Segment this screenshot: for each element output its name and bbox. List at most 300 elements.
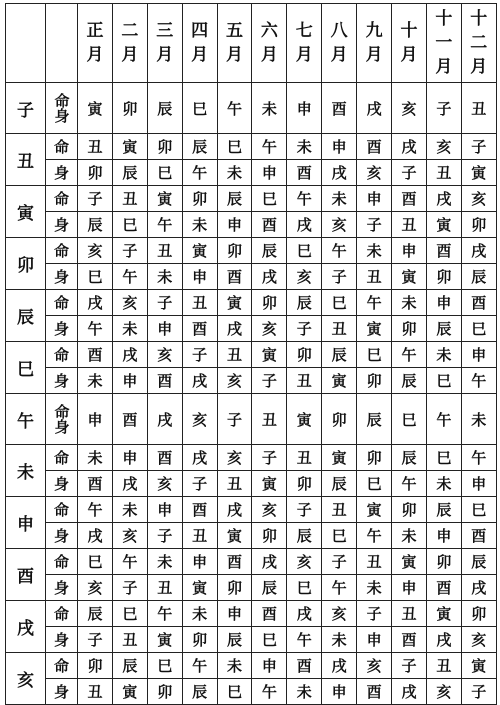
shen-label: 身 [46, 160, 78, 186]
table-cell: 亥 [182, 394, 217, 445]
table-cell: 子 [287, 316, 322, 342]
table-cell: 亥 [252, 316, 287, 342]
table-row [6, 264, 497, 290]
table-row [6, 627, 497, 653]
month-char: 七 [295, 21, 313, 41]
table-cell: 丑 [147, 238, 182, 264]
month-header [287, 4, 322, 83]
table-cell: 卯 [357, 445, 392, 471]
month-char: 九 [365, 21, 383, 41]
table-cell: 子 [252, 445, 287, 471]
table-cell: 子 [78, 627, 113, 653]
branch-cell: 巳 [6, 342, 46, 394]
table-row [6, 394, 497, 445]
table-cell: 酉 [322, 83, 357, 134]
month-char: 二 [470, 33, 488, 53]
table-cell: 寅 [426, 601, 461, 627]
month-char: 十 [470, 9, 488, 29]
month-char: 月 [121, 45, 139, 65]
table-cell: 巳 [392, 394, 427, 445]
table-cell: 亥 [287, 264, 322, 290]
table-row [6, 601, 497, 627]
table-cell: 戌 [322, 160, 357, 186]
table-row [6, 497, 497, 523]
table-cell: 午 [217, 83, 252, 134]
table-cell: 午 [426, 394, 461, 445]
table-cell: 未 [217, 653, 252, 679]
table-cell: 辰 [287, 523, 322, 549]
table-cell: 酉 [112, 394, 147, 445]
shen-label: 身 [46, 679, 78, 705]
table-cell: 卯 [78, 653, 113, 679]
table-cell: 未 [287, 679, 322, 705]
table-cell: 辰 [182, 134, 217, 160]
table-cell: 寅 [217, 290, 252, 316]
table-cell: 巳 [287, 575, 322, 601]
table-cell: 申 [461, 342, 496, 368]
table-cell: 午 [78, 316, 113, 342]
table-cell: 卯 [252, 523, 287, 549]
table-cell: 卯 [426, 549, 461, 575]
table-cell: 未 [182, 601, 217, 627]
table-cell: 辰 [357, 394, 392, 445]
table-cell: 申 [78, 394, 113, 445]
header-row [6, 4, 497, 83]
table-cell: 卯 [182, 186, 217, 212]
table-cell: 戌 [287, 601, 322, 627]
table-cell: 寅 [78, 83, 113, 134]
table-cell: 子 [357, 212, 392, 238]
month-char: 月 [191, 45, 209, 65]
table-cell: 巳 [112, 212, 147, 238]
month-char: 五 [226, 21, 243, 41]
table-cell: 酉 [78, 471, 113, 497]
table-row [6, 316, 497, 342]
table-row [6, 471, 497, 497]
shen-label: 身 [46, 471, 78, 497]
table-cell: 巳 [287, 238, 322, 264]
table-row [6, 445, 497, 471]
table-cell: 申 [392, 238, 427, 264]
corner-cell [6, 4, 46, 83]
ming-shen-label: 命身 [46, 83, 78, 134]
table-cell: 巳 [322, 523, 357, 549]
table-cell: 申 [461, 471, 496, 497]
table-cell: 子 [357, 601, 392, 627]
table-cell: 卯 [252, 290, 287, 316]
table-cell: 戌 [252, 549, 287, 575]
table-cell: 午 [322, 238, 357, 264]
table-cell: 亥 [217, 368, 252, 394]
table-cell: 巳 [147, 160, 182, 186]
table-row [6, 549, 497, 575]
table-cell: 辰 [461, 549, 496, 575]
table-cell: 巳 [461, 497, 496, 523]
table-cell: 午 [252, 679, 287, 705]
table-body [6, 83, 497, 705]
table-cell: 午 [287, 186, 322, 212]
table-cell: 丑 [426, 653, 461, 679]
table-row [6, 523, 497, 549]
table-cell: 丑 [147, 575, 182, 601]
table-cell: 亥 [357, 160, 392, 186]
table-cell: 卯 [392, 497, 427, 523]
table-cell: 亥 [461, 186, 496, 212]
table-cell: 巳 [78, 264, 113, 290]
month-header [182, 4, 217, 83]
month-char: 月 [260, 45, 278, 65]
table-cell: 申 [217, 212, 252, 238]
table-cell: 酉 [78, 342, 113, 368]
table-cell: 戌 [252, 264, 287, 290]
table-row [6, 679, 497, 705]
shen-label: 身 [46, 368, 78, 394]
table-row [6, 575, 497, 601]
table-cell: 酉 [357, 679, 392, 705]
table-cell: 酉 [287, 653, 322, 679]
table-cell: 丑 [287, 445, 322, 471]
table-cell: 亥 [322, 601, 357, 627]
table-cell: 午 [182, 653, 217, 679]
table-cell: 未 [252, 83, 287, 134]
ming-label: 命 [46, 445, 78, 471]
branch-cell: 未 [6, 445, 46, 497]
corner-cell [46, 4, 78, 83]
table-cell: 巳 [252, 627, 287, 653]
table-cell: 申 [322, 134, 357, 160]
table-cell: 卯 [78, 160, 113, 186]
table-cell: 申 [357, 627, 392, 653]
table-cell: 子 [322, 264, 357, 290]
table-cell: 未 [357, 238, 392, 264]
table-cell: 申 [287, 83, 322, 134]
table-cell: 酉 [392, 186, 427, 212]
table-cell: 巳 [147, 653, 182, 679]
table-cell: 辰 [392, 445, 427, 471]
table-cell: 酉 [461, 290, 496, 316]
table-cell: 辰 [322, 471, 357, 497]
table-cell: 未 [426, 342, 461, 368]
table-cell: 戌 [182, 445, 217, 471]
month-char: 二 [121, 21, 139, 41]
table-cell: 丑 [287, 368, 322, 394]
table-cell: 亥 [78, 575, 113, 601]
table-cell: 未 [78, 445, 113, 471]
table-cell: 巳 [217, 134, 252, 160]
table-cell: 戌 [182, 368, 217, 394]
table-cell: 戌 [392, 134, 427, 160]
table-cell: 丑 [78, 134, 113, 160]
branch-cell: 辰 [6, 290, 46, 342]
table-cell: 未 [147, 264, 182, 290]
table-cell: 亥 [217, 445, 252, 471]
table-cell: 酉 [287, 160, 322, 186]
table-cell: 戌 [461, 238, 496, 264]
month-char: 六 [260, 21, 278, 41]
table-cell: 申 [112, 445, 147, 471]
month-header [357, 4, 392, 83]
table-cell: 卯 [287, 471, 322, 497]
table-cell: 寅 [252, 342, 287, 368]
table-cell: 卯 [357, 368, 392, 394]
table-cell: 午 [461, 445, 496, 471]
branch-cell: 酉 [6, 549, 46, 601]
month-header [252, 4, 287, 83]
table-cell: 寅 [357, 316, 392, 342]
table-cell: 辰 [252, 238, 287, 264]
table-cell: 申 [112, 368, 147, 394]
table-cell: 戌 [112, 342, 147, 368]
table-cell: 卯 [461, 212, 496, 238]
table-cell: 丑 [392, 601, 427, 627]
table-cell: 子 [426, 83, 461, 134]
table-cell: 辰 [461, 264, 496, 290]
branch-cell: 申 [6, 497, 46, 549]
table-cell: 寅 [357, 497, 392, 523]
table-cell: 酉 [217, 264, 252, 290]
branch-cell: 戌 [6, 601, 46, 653]
table-cell: 戌 [426, 627, 461, 653]
table-cell: 申 [147, 316, 182, 342]
month-char: 月 [295, 45, 313, 65]
table-cell: 子 [322, 549, 357, 575]
table-cell: 申 [392, 575, 427, 601]
month-char: 月 [156, 45, 174, 65]
table-cell: 申 [357, 186, 392, 212]
table-cell: 巳 [322, 290, 357, 316]
ming-label: 命 [46, 497, 78, 523]
shen-label: 身 [46, 523, 78, 549]
table-cell: 未 [112, 497, 147, 523]
month-char: 十 [435, 9, 453, 29]
table-cell: 辰 [147, 83, 182, 134]
table-cell: 寅 [112, 134, 147, 160]
table-cell: 午 [322, 575, 357, 601]
table-cell: 丑 [217, 471, 252, 497]
table-cell: 亥 [322, 212, 357, 238]
month-header [217, 4, 252, 83]
table-cell: 巳 [357, 342, 392, 368]
table-cell: 丑 [357, 264, 392, 290]
table-cell: 寅 [252, 471, 287, 497]
table-cell: 子 [78, 186, 113, 212]
table-cell: 酉 [392, 627, 427, 653]
branch-cell: 丑 [6, 134, 46, 186]
table-cell: 丑 [322, 497, 357, 523]
table-cell: 亥 [147, 342, 182, 368]
table-cell: 寅 [322, 445, 357, 471]
branch-cell: 子 [6, 83, 46, 134]
table-cell: 戌 [357, 83, 392, 134]
ming-label: 命 [46, 238, 78, 264]
shen-label: 身 [46, 264, 78, 290]
table-cell: 子 [217, 394, 252, 445]
table-cell: 辰 [112, 160, 147, 186]
table-cell: 申 [182, 264, 217, 290]
table-cell: 子 [112, 238, 147, 264]
table-cell: 丑 [112, 186, 147, 212]
month-char: 月 [330, 45, 348, 65]
table-cell: 巳 [182, 83, 217, 134]
branch-cell: 亥 [6, 653, 46, 705]
table-cell: 寅 [182, 238, 217, 264]
table-cell: 卯 [147, 134, 182, 160]
table-cell: 子 [147, 290, 182, 316]
ming-label: 命 [46, 549, 78, 575]
table-cell: 申 [322, 679, 357, 705]
table-cell: 亥 [287, 549, 322, 575]
table-cell: 戌 [217, 497, 252, 523]
table-cell: 申 [182, 549, 217, 575]
ming-label: 命 [46, 601, 78, 627]
month-char: 月 [86, 45, 104, 65]
table-row [6, 134, 497, 160]
table-row [6, 83, 497, 134]
table-cell: 子 [461, 134, 496, 160]
table-cell: 酉 [252, 212, 287, 238]
ming-label: 命 [46, 290, 78, 316]
month-header [112, 4, 147, 83]
table-cell: 申 [252, 653, 287, 679]
table-cell: 辰 [252, 575, 287, 601]
month-header [392, 4, 427, 83]
table-cell: 子 [182, 342, 217, 368]
table-cell: 申 [252, 160, 287, 186]
table-cell: 巳 [217, 679, 252, 705]
table-row [6, 342, 497, 368]
table-cell: 巳 [426, 368, 461, 394]
table-cell: 未 [287, 134, 322, 160]
month-char: 月 [435, 57, 453, 77]
table-row [6, 186, 497, 212]
table-cell: 午 [392, 471, 427, 497]
table-cell: 寅 [112, 679, 147, 705]
table-cell: 寅 [461, 653, 496, 679]
table-cell: 亥 [112, 523, 147, 549]
table-cell: 午 [147, 212, 182, 238]
table-cell: 寅 [217, 523, 252, 549]
shen-label: 身 [46, 627, 78, 653]
table-cell: 未 [182, 212, 217, 238]
table-cell: 卯 [217, 575, 252, 601]
table-cell: 申 [426, 523, 461, 549]
shen-label: 身 [46, 316, 78, 342]
month-char: 月 [226, 45, 243, 65]
month-char: 月 [400, 45, 418, 65]
table-cell: 子 [287, 497, 322, 523]
table-cell: 酉 [147, 368, 182, 394]
table-cell: 亥 [461, 627, 496, 653]
table-cell: 卯 [182, 627, 217, 653]
month-char: 十 [400, 21, 418, 41]
month-char: 八 [330, 21, 348, 41]
table-cell: 卯 [426, 264, 461, 290]
table-cell: 亥 [357, 653, 392, 679]
table-cell: 亥 [112, 290, 147, 316]
table-cell: 寅 [147, 186, 182, 212]
table-cell: 午 [78, 497, 113, 523]
table-cell: 辰 [217, 627, 252, 653]
table-cell: 午 [252, 134, 287, 160]
table-row [6, 160, 497, 186]
table-cell: 卯 [217, 238, 252, 264]
table-cell: 酉 [426, 575, 461, 601]
table-cell: 午 [357, 290, 392, 316]
table-cell: 酉 [252, 601, 287, 627]
table-cell: 丑 [357, 549, 392, 575]
month-char: 月 [365, 45, 383, 65]
table-row [6, 290, 497, 316]
ming-label: 命 [46, 134, 78, 160]
table-cell: 丑 [252, 394, 287, 445]
table-cell: 寅 [392, 549, 427, 575]
table-cell: 申 [426, 290, 461, 316]
table-cell: 未 [322, 186, 357, 212]
table-cell: 未 [217, 160, 252, 186]
table-cell: 卯 [461, 601, 496, 627]
table-cell: 子 [392, 653, 427, 679]
table-cell: 酉 [426, 238, 461, 264]
table-cell: 辰 [78, 212, 113, 238]
table-cell: 午 [461, 368, 496, 394]
table-cell: 子 [112, 575, 147, 601]
table-cell: 午 [287, 627, 322, 653]
table-cell: 巳 [78, 549, 113, 575]
table-cell: 未 [461, 394, 496, 445]
table-cell: 子 [461, 679, 496, 705]
month-header [147, 4, 182, 83]
table-cell: 寅 [461, 160, 496, 186]
table-cell: 申 [217, 601, 252, 627]
table-cell: 寅 [426, 212, 461, 238]
month-header [461, 4, 496, 83]
table-cell: 卯 [147, 679, 182, 705]
table-cell: 寅 [147, 627, 182, 653]
table-cell: 酉 [182, 497, 217, 523]
month-header [78, 4, 113, 83]
table-cell: 寅 [322, 368, 357, 394]
table-cell: 亥 [147, 471, 182, 497]
table-cell: 卯 [322, 394, 357, 445]
month-char: 三 [156, 21, 174, 41]
table-cell: 亥 [78, 238, 113, 264]
table-cell: 戌 [217, 316, 252, 342]
table-cell: 巳 [252, 186, 287, 212]
table-cell: 戌 [147, 394, 182, 445]
shen-label: 身 [46, 575, 78, 601]
shen-label: 身 [46, 212, 78, 238]
table-cell: 丑 [392, 212, 427, 238]
table-cell: 卯 [112, 83, 147, 134]
branch-cell: 午 [6, 394, 46, 445]
lookup-table [5, 3, 497, 705]
table-cell: 巳 [112, 601, 147, 627]
table-cell: 酉 [357, 134, 392, 160]
table-cell: 午 [112, 264, 147, 290]
table-cell: 寅 [182, 575, 217, 601]
table-cell: 未 [112, 316, 147, 342]
table-cell: 寅 [392, 264, 427, 290]
table-cell: 子 [392, 160, 427, 186]
table-cell: 亥 [426, 134, 461, 160]
branch-cell: 卯 [6, 238, 46, 290]
table-cell: 午 [182, 160, 217, 186]
table-cell: 未 [392, 523, 427, 549]
ming-label: 命 [46, 186, 78, 212]
table-cell: 辰 [392, 368, 427, 394]
table-cell: 辰 [322, 342, 357, 368]
month-char: 月 [470, 57, 488, 77]
